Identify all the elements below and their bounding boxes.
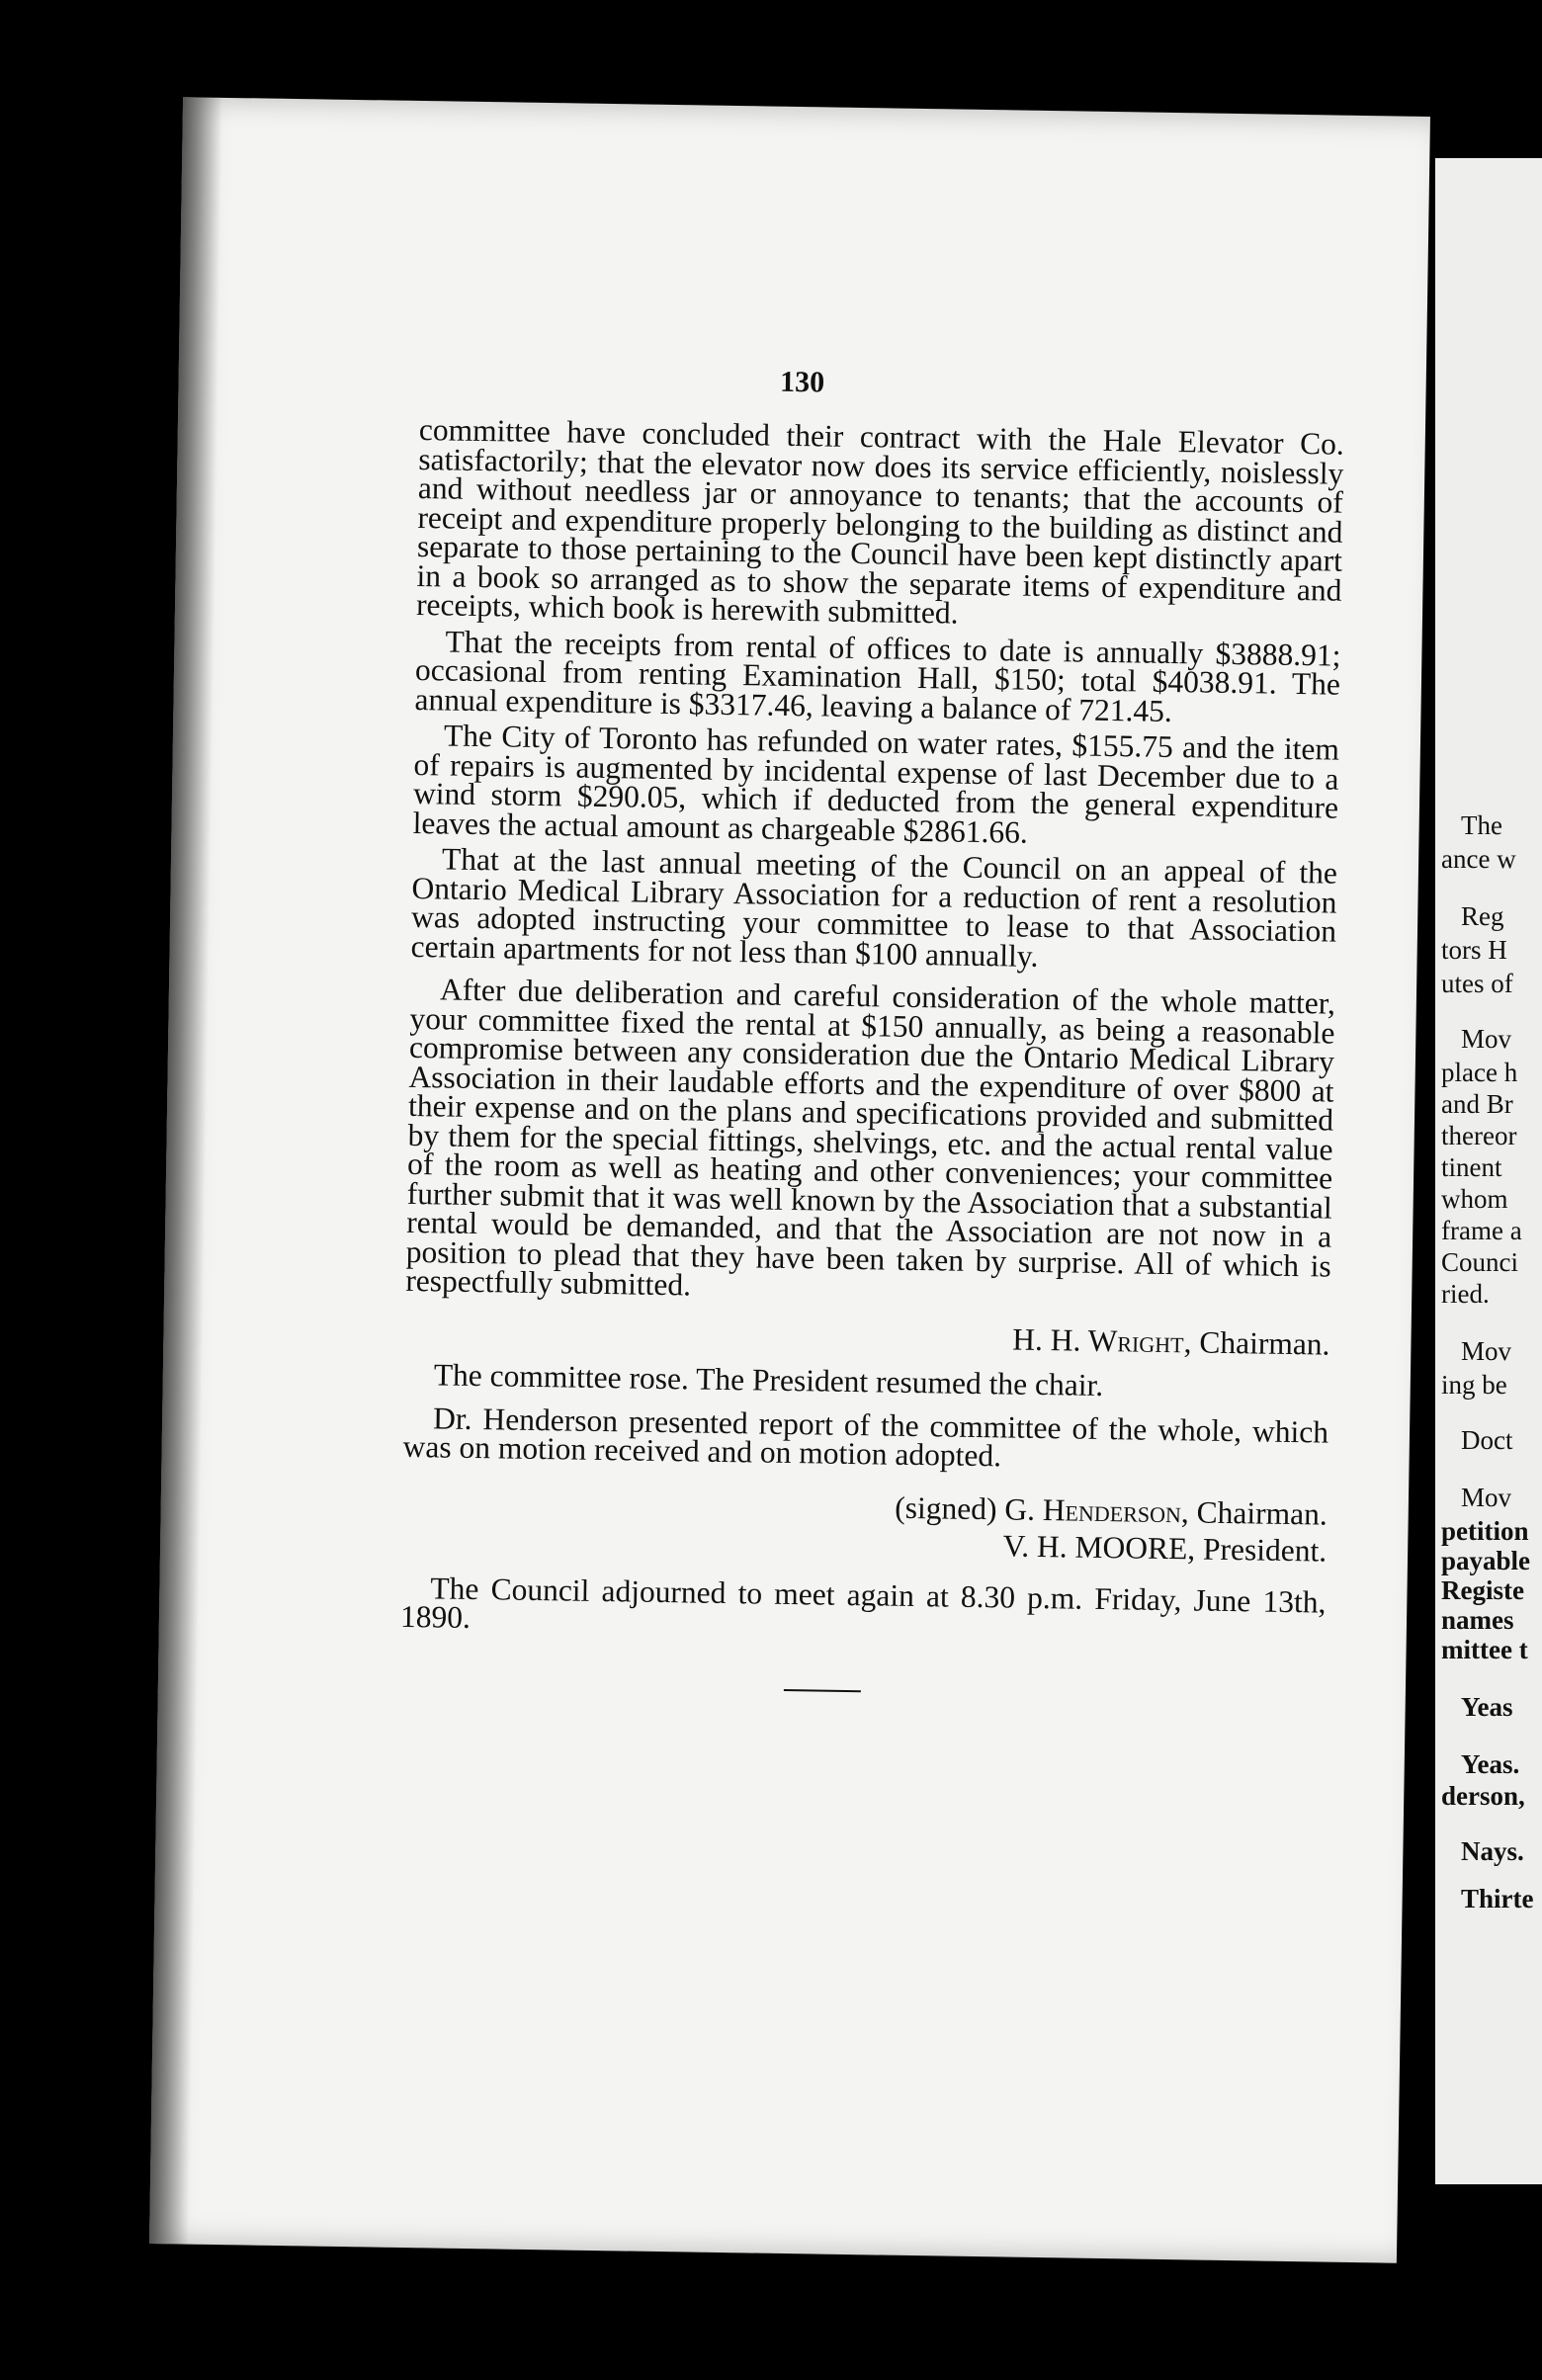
facing-fragment: Yeas — [1461, 1692, 1513, 1722]
facing-fragment: Yeas. — [1461, 1749, 1520, 1779]
facing-fragment: Doct — [1461, 1425, 1513, 1455]
paragraph-receipts: That the receipts from rental of offices to date is annually $3888.91; occasional from renting Examination Hall, $150; total $4038.91. The annual expenditure is $3317.46, leaving a balance of 721.45. — [414, 623, 1341, 728]
facing-fragment: The — [1461, 810, 1502, 840]
facing-fragment: ance w — [1441, 844, 1516, 874]
left-page — [149, 97, 1430, 2263]
facing-fragment: tors H — [1441, 935, 1507, 965]
facing-fragment: mittee t — [1441, 1635, 1528, 1664]
facing-fragment: thereor — [1441, 1121, 1517, 1150]
signature-henderson-name: G. Henderson — [1004, 1490, 1182, 1529]
facing-fragment: frame a — [1441, 1216, 1522, 1245]
facing-fragment: tinent — [1441, 1152, 1502, 1182]
facing-fragment: ried. — [1441, 1279, 1490, 1309]
paragraph-committee-rose: The committee rose. The President resumed the chair. — [433, 1357, 1104, 1403]
signature-henderson-prefix: (signed) — [894, 1489, 1005, 1526]
paragraph-elevator: committee have concluded their contract with the Hale Elevator Co. satisfactorily; that the elevator now does its service efficiently, noislessly and without needless jar or annoyance to tenants; that the accounts of receipt and expenditure properly belonging to the building as distinct and separate to those pertaining to the Council have been kept distinctly apart in a book so arranged as to show the separate items of expenditure and receipts, which book is herewith submitted. — [415, 412, 1345, 631]
facing-fragment: names — [1441, 1605, 1514, 1635]
facing-fragment: utes of — [1441, 969, 1513, 998]
facing-fragment: Mov — [1461, 1024, 1512, 1054]
facing-fragment: place h — [1441, 1058, 1518, 1087]
signature-wright-name: H. H. Wright — [1012, 1321, 1184, 1359]
facing-fragment: Reg — [1461, 901, 1504, 931]
page-number: 130 — [779, 365, 825, 399]
facing-fragment: Counci — [1441, 1247, 1518, 1277]
body-text — [399, 412, 1345, 1699]
closing-rule — [784, 1688, 861, 1691]
facing-fragment: payable — [1441, 1546, 1531, 1575]
facing-fragment: derson, — [1441, 1781, 1525, 1811]
facing-fragment: whom — [1441, 1184, 1508, 1214]
signature-henderson-title: , Chairman. — [1180, 1493, 1328, 1532]
paragraph-rental-decision: After due deliberation and careful consideration of the whole matter, your committee fixed the rental at $150 annually, as being a reasonable compromise between any consideration due the Ontario Medical Library Association in their laudable efforts and the expenditure of over $800 at their expense and on the plans and specifications provided and submitted by them for the special fittings, shelvings, etc. and the actual rental value of the room as well as heating and other conveniences; your committee further submit that it was well known by the Association that a substantial rental would be demanded, and that the Association are not now in a position to plead that they have been taken by surprise. All of which is respectfully submitted. — [405, 972, 1336, 1303]
signature-henderson — [402, 1485, 1328, 1532]
facing-page-edge — [1435, 158, 1542, 2184]
facing-fragment: and Br — [1441, 1089, 1513, 1119]
paragraph-library-appeal: That at the last annual meeting of the Council on an appeal of the Ontario Medical Library Association for a reduction of rent a resolution was adopted instructing your committee to lease to that Association certain apartments for not less than $100 annually. — [410, 841, 1338, 974]
paragraph-water-rates: The City of Toronto has refunded on water rates, $155.75 and the item of repairs is augmented by incidental expense of last December due to a wind storm $290.05, which if deducted from the general expenditure leaves the actual amount as chargeable $2861.66. — [412, 718, 1340, 850]
page-gutter-shadow — [149, 97, 222, 2244]
facing-fragment: Mov — [1461, 1336, 1512, 1366]
paragraph-adjournment: The Council adjourned to meet again at 8.30 p.m. Friday, June 13th, 1890. — [399, 1570, 1327, 1635]
facing-fragment: Thirte — [1461, 1884, 1534, 1913]
facing-fragment: ing be — [1441, 1370, 1507, 1400]
facing-fragment: petition — [1441, 1516, 1529, 1546]
facing-fragment: Mov — [1461, 1483, 1512, 1512]
signature-wright-title: , Chairman. — [1183, 1323, 1330, 1362]
facing-fragment: Registe — [1441, 1575, 1524, 1605]
facing-fragment: Nays. — [1461, 1836, 1524, 1866]
paragraph-henderson-report: Dr. Henderson presented report of the committee of the whole, which was on motion received and on motion adopted. — [402, 1400, 1329, 1474]
signature-moore: V. H. MOORE, President. — [1002, 1528, 1328, 1569]
signature-wright — [404, 1315, 1330, 1362]
